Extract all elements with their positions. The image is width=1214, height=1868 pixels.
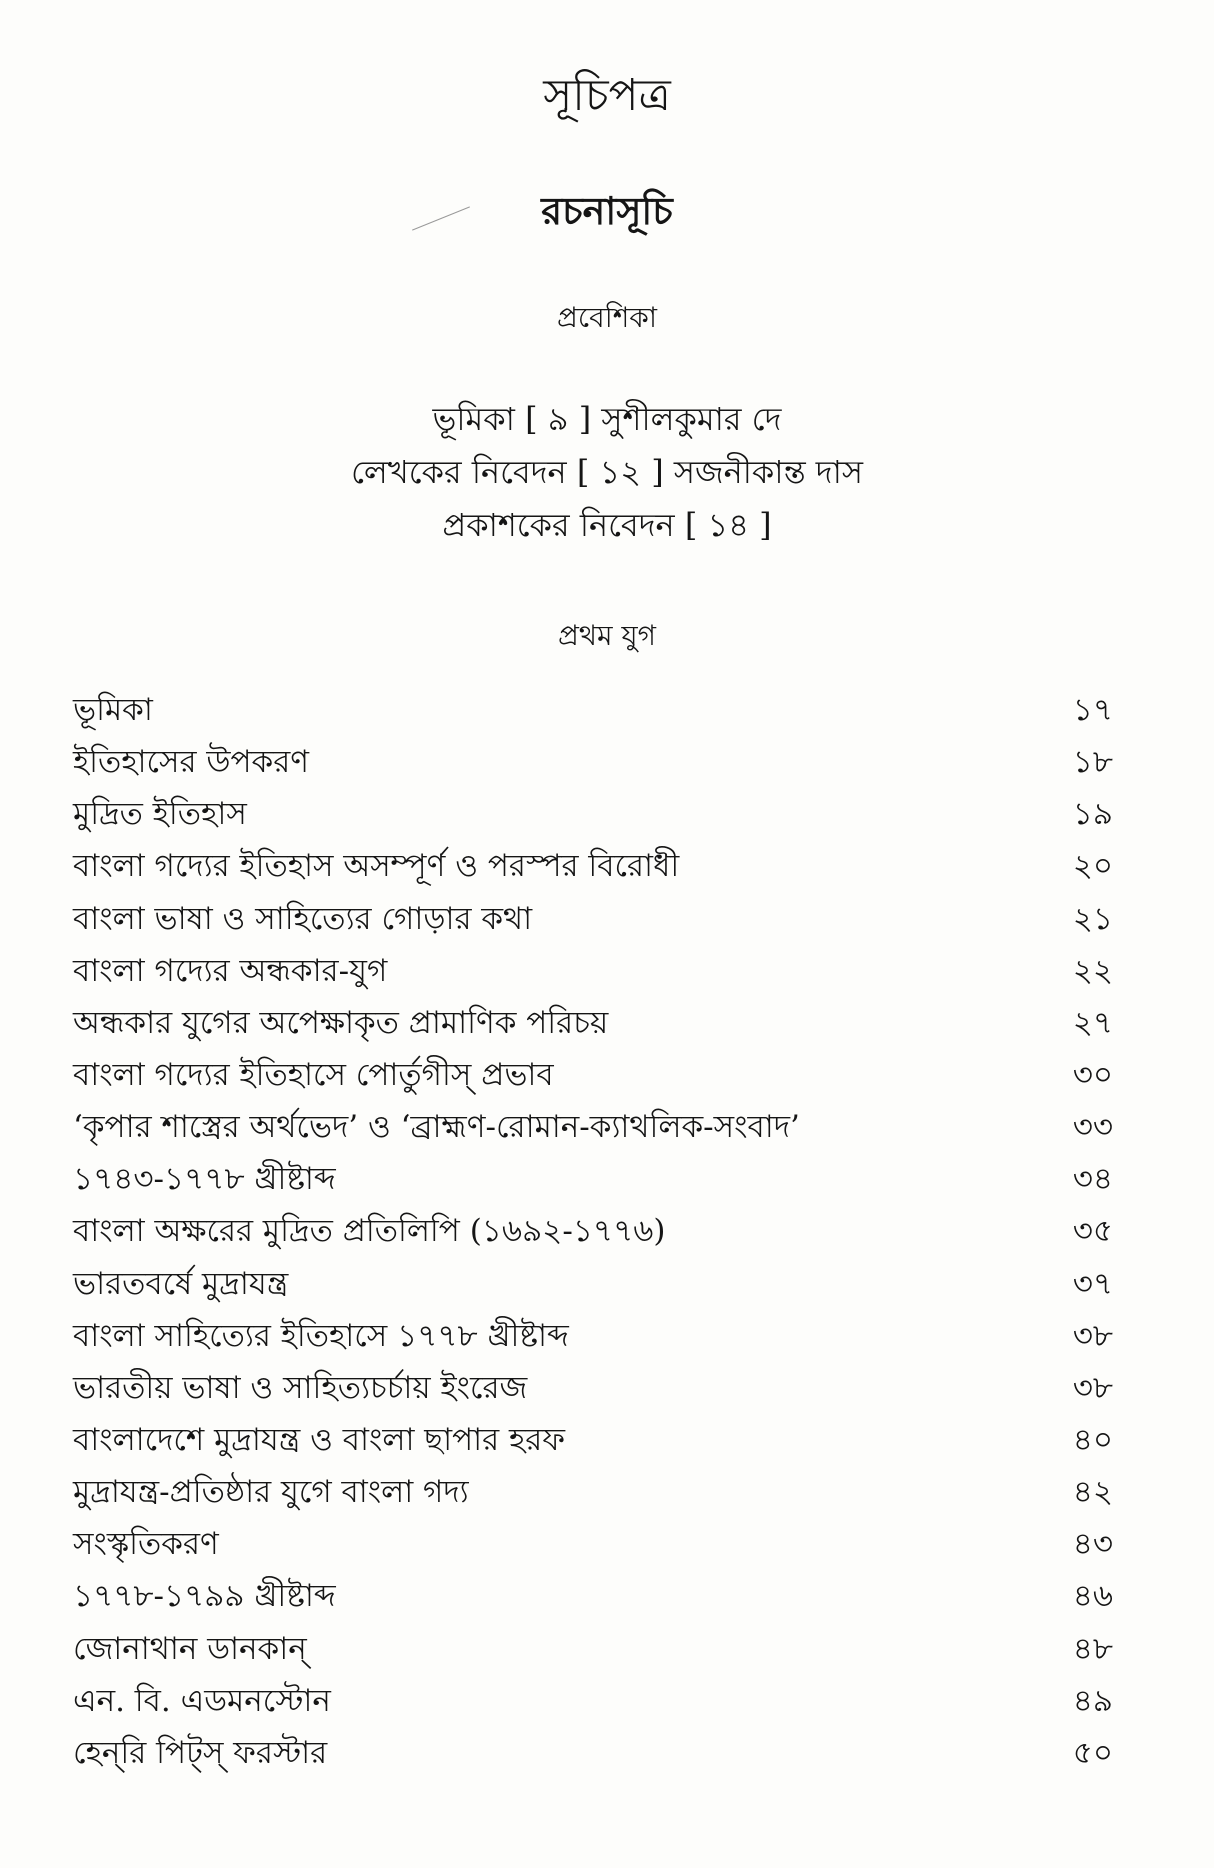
intro-line: ভূমিকা [ ৯ ] সুশীলকুমার দে bbox=[432, 400, 782, 438]
toc-entry bbox=[73, 1209, 1113, 1261]
toc-entry bbox=[73, 1627, 1113, 1679]
toc-entry-page: ৩৮ bbox=[1072, 1369, 1113, 1406]
toc-entry bbox=[73, 688, 1113, 740]
toc-entry-page: ৪৮ bbox=[1072, 1630, 1113, 1667]
toc-entry-title: জোনাথান ডানকান্ bbox=[73, 1630, 307, 1667]
toc-entry-title: বাংলা গদ্যের ইতিহাস অসম্পূর্ণ ও পরস্পর বিরোধী bbox=[73, 848, 680, 885]
toc-entry-page: ৪৬ bbox=[1072, 1578, 1113, 1615]
page-title: সূচিপত্র bbox=[543, 70, 671, 121]
toc-entry-title: মুদ্রিত ইতিহাস bbox=[73, 796, 247, 833]
toc-entry-title: ১৭৪৩-১৭৭৮ খ্রীষ্টাব্দ bbox=[73, 1161, 336, 1198]
section-heading: প্রথম যুগ bbox=[558, 619, 656, 652]
toc-entry bbox=[73, 844, 1113, 896]
toc-entry-title: ইতিহাসের উপকরণ bbox=[73, 744, 310, 781]
toc-entry bbox=[73, 1418, 1113, 1470]
toc-entry-title: ভূমিকা bbox=[73, 692, 153, 728]
toc-entry-title: ভারতীয় ভাষা ও সাহিত্যচর্চায় ইংরেজ bbox=[73, 1369, 528, 1406]
toc-entry-page: ৪৩ bbox=[1072, 1526, 1113, 1563]
toc-entry-title: বাংলা গদ্যের অন্ধকার-যুগ bbox=[73, 952, 388, 989]
toc-entry-title: বাংলা গদ্যের ইতিহাসে পোর্তুগীস্ প্রভাব bbox=[73, 1056, 554, 1093]
toc-entry bbox=[73, 1470, 1113, 1522]
toc-entry-title: ভারতবর্ষে মুদ্রাযন্ত্র bbox=[73, 1265, 289, 1302]
toc-entry-page: ১৭ bbox=[1072, 692, 1113, 728]
toc-entry-page: ৩৭ bbox=[1072, 1265, 1113, 1302]
toc-entry-page: ৩০ bbox=[1072, 1056, 1113, 1093]
toc-entry bbox=[73, 792, 1113, 844]
toc-entry-title: বাংলা অক্ষরের মুদ্রিত প্রতিলিপি (১৬৯২-১৭৭৬) bbox=[73, 1213, 666, 1250]
toc-entry bbox=[73, 1679, 1113, 1731]
toc-entry bbox=[73, 897, 1113, 949]
toc-entry-title: ‘কৃপার শাস্ত্রের অর্থভেদ’ ও ‘ব্রাহ্মণ-রোমান-ক্যাথলিক-সংবাদ’ bbox=[73, 1109, 800, 1146]
toc-entry bbox=[73, 949, 1113, 1001]
toc-entry-title: বাংলাদেশে মুদ্রাযন্ত্র ও বাংলা ছাপার হরফ bbox=[73, 1421, 566, 1458]
toc-entry-page: ২০ bbox=[1072, 848, 1113, 885]
toc-entry-page: ৩৮ bbox=[1072, 1317, 1113, 1354]
toc-entry bbox=[73, 1157, 1113, 1209]
toc-entry-page: ১৯ bbox=[1072, 796, 1113, 833]
toc-entry-page: ৩৫ bbox=[1072, 1213, 1113, 1250]
toc-entry-title: বাংলা ভাষা ও সাহিত্যের গোড়ার কথা bbox=[73, 900, 533, 937]
toc-entry bbox=[73, 1522, 1113, 1574]
intro-line: লেখকের নিবেদন [ ১২ ] সজনীকান্ত দাস bbox=[350, 453, 864, 491]
toc-entry-title: সংস্কৃতিকরণ bbox=[73, 1526, 219, 1563]
toc-entry-page: ৪২ bbox=[1072, 1474, 1113, 1511]
toc-entry-page: ৩৩ bbox=[1072, 1109, 1113, 1146]
toc-entry-page: ৪৯ bbox=[1072, 1682, 1113, 1719]
toc-entry-page: ২১ bbox=[1072, 900, 1113, 937]
intro-line: প্রকাশকের নিবেদন [ ১৪ ] bbox=[442, 506, 772, 544]
toc-entry-page: ৩৪ bbox=[1072, 1161, 1113, 1198]
toc-entry-title: অন্ধকার যুগের অপেক্ষাকৃত প্রামাণিক পরিচয় bbox=[73, 1004, 609, 1041]
intro-heading: প্রবেশিকা bbox=[556, 301, 658, 334]
toc-entry-title: এন. বি. এডমনস্টোন bbox=[73, 1682, 331, 1719]
toc-entry-page: ২৭ bbox=[1072, 1004, 1113, 1041]
toc-entry bbox=[73, 1314, 1113, 1366]
toc-entry bbox=[73, 1262, 1113, 1314]
page-subtitle: রচনাসূচি bbox=[541, 188, 673, 233]
toc-entry-title: বাংলা সাহিত্যের ইতিহাসে ১৭৭৮ খ্রীষ্টাব্দ bbox=[73, 1317, 569, 1354]
toc-entry bbox=[73, 740, 1113, 792]
toc-list bbox=[73, 688, 1113, 1783]
toc-entry-title: ১৭৭৮-১৭৯৯ খ্রীষ্টাব্দ bbox=[73, 1578, 336, 1615]
toc-entry bbox=[73, 1366, 1113, 1418]
toc-entry-page: ১৮ bbox=[1072, 744, 1113, 781]
toc-entry-page: ২২ bbox=[1072, 952, 1113, 989]
toc-entry-page: ৪০ bbox=[1072, 1421, 1113, 1458]
toc-entry bbox=[73, 1053, 1113, 1105]
toc-entry-title: হেন্‌রি পিট্‌স্ ফরস্টার bbox=[73, 1734, 328, 1771]
toc-entry bbox=[73, 1731, 1113, 1783]
toc-entry bbox=[73, 1574, 1113, 1626]
toc-entry bbox=[73, 1105, 1113, 1157]
toc-entry bbox=[73, 1001, 1113, 1053]
toc-entry-title: মুদ্রাযন্ত্র-প্রতিষ্ঠার যুগে বাংলা গদ্য bbox=[73, 1474, 469, 1511]
toc-entry-page: ৫০ bbox=[1072, 1734, 1113, 1771]
